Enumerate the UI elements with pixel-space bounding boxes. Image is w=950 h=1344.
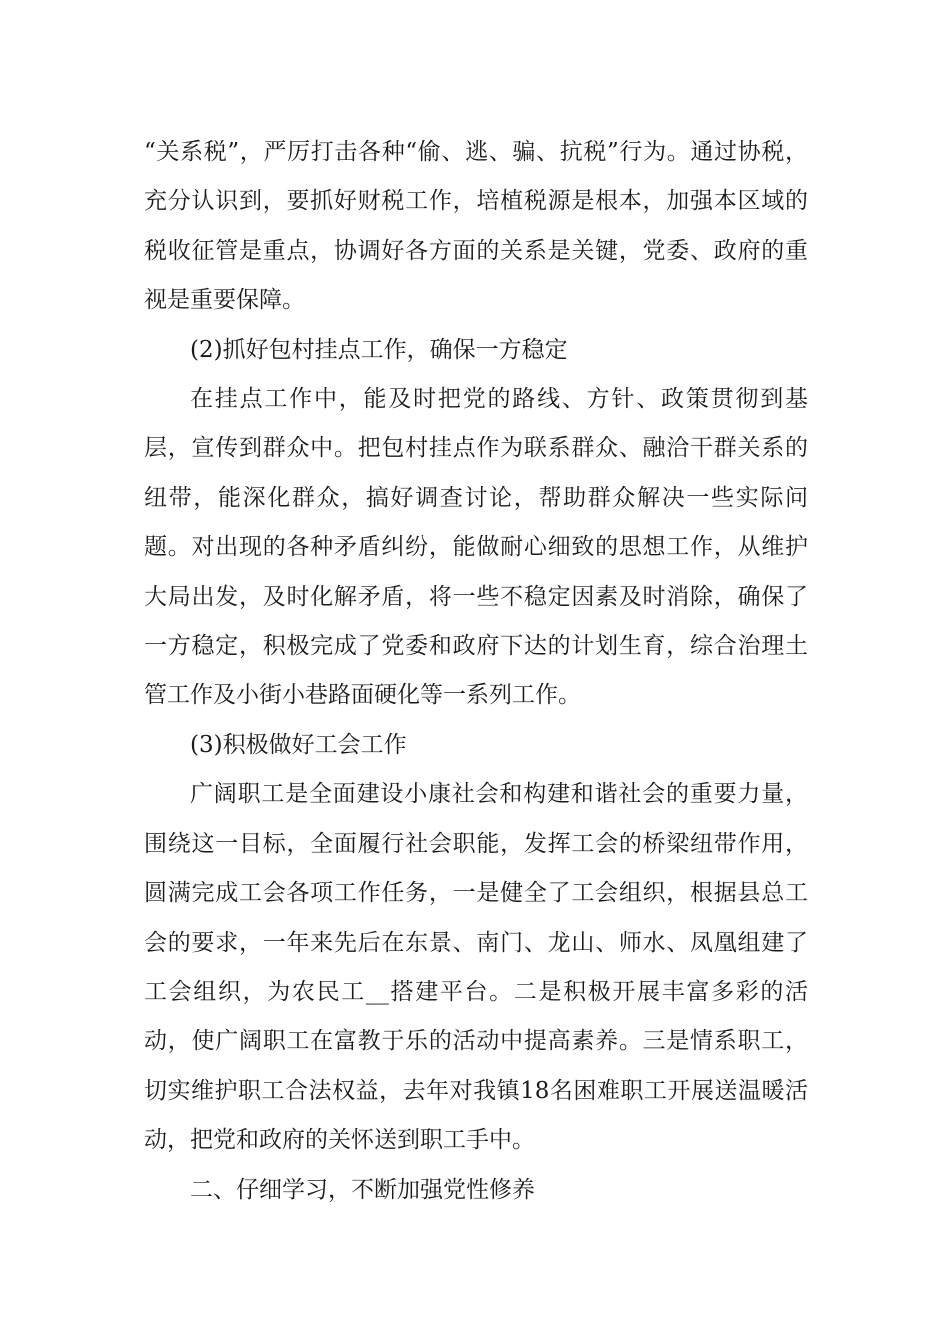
document-body xyxy=(144,128,808,1215)
paragraph-tax-collection: “关系税”，严厉打击各种“偷、逃、骗、抗税”行为。通过协税，充分认识到，要抓好财税工作，培植税源是根本，加强本区域的税收征管是重点，协调好各方面的关系是关键，党委、政府的重视是重要保障。 xyxy=(144,139,808,314)
heading-study-section: 二、仔细学习，不断加强党性修养 xyxy=(190,1176,535,1203)
heading-village-work: (2)抓好包村挂点工作，确保一方稳定 xyxy=(190,336,568,363)
heading-union-work: (3)积极做好工会工作 xyxy=(190,731,407,758)
paragraph-union-work: 广阔职工是全面建设小康社会和构建和谐社会的重要力量，围绕这一目标，全面履行社会职能，发挥工会的桥梁纽带作用，圆满完成工会各项工作任务，一是健全了工会组织，根据县总工会的要求，一年来先后在东景、南门、龙山、师水、凤凰组建了工会组织，为农民工__搭建平台。二是积极开展丰富多彩的活动，使广阔职工在富教于乐的活动中提高素养。三是情系职工，切实维护职工合法权益，去年对我镇18名困难职工开展送温暖活动，把党和政府的关怀送到职工手中。 xyxy=(144,781,808,1154)
paragraph-village-work: 在挂点工作中，能及时把党的路线、方针、政策贯彻到基层，宣传到群众中。把包村挂点作为联系群众、融洽干群关系的纽带，能深化群众，搞好调查讨论，帮助群众解决一些实际问题。对出现的各种矛盾纠纷，能做耐心细致的思想工作，从维护大局出发，及时化解矛盾，将一些不稳定因素及时消除，确保了一方稳定，积极完成了党委和政府下达的计划生育，综合治理土管工作及小街小巷路面硬化等一系列工作。 xyxy=(144,386,808,709)
